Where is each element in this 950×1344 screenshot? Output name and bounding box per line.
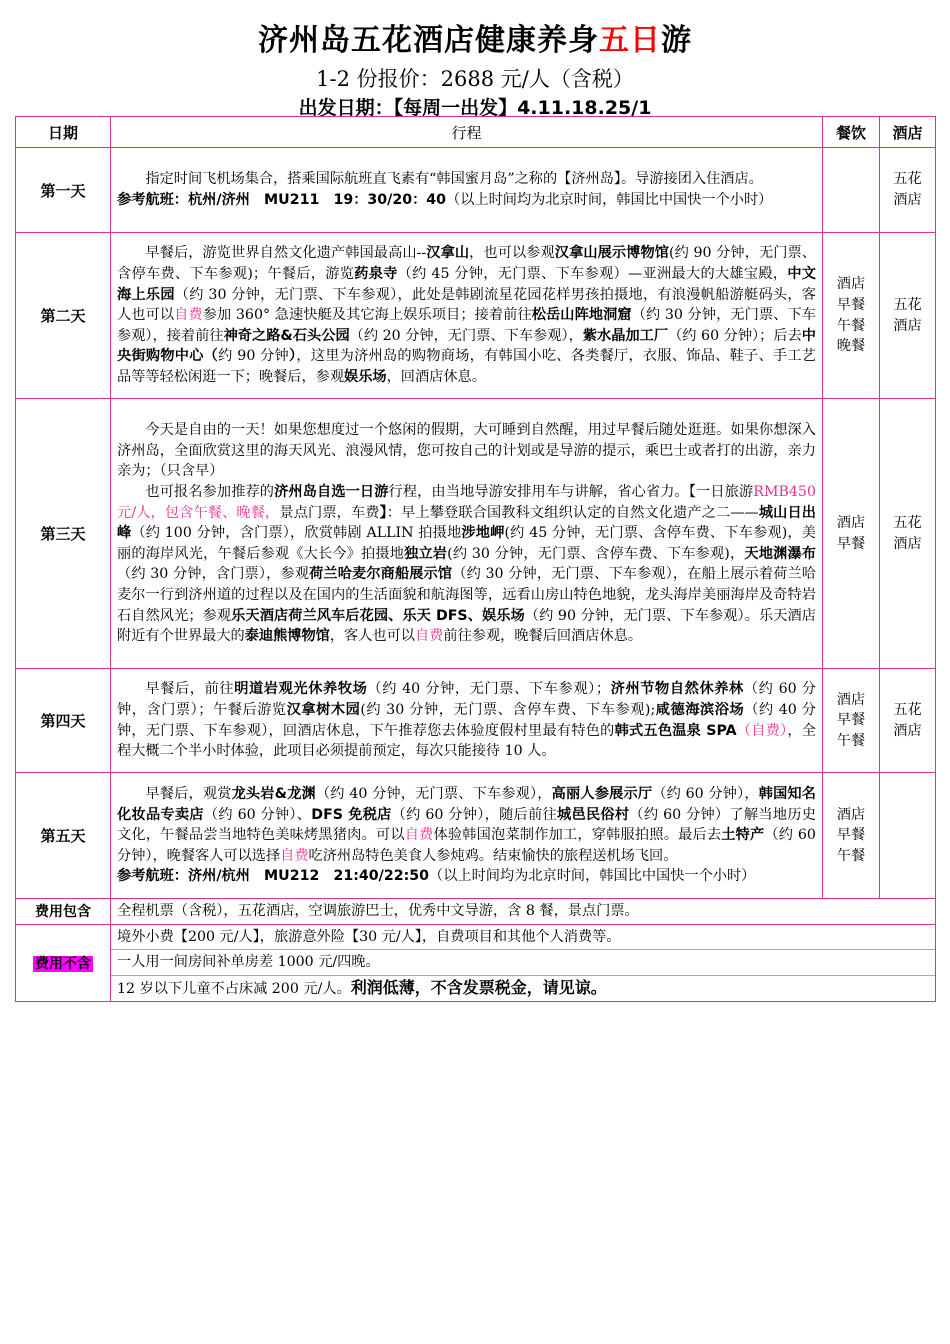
fees-excluded-row (16, 924, 936, 1002)
day-content (111, 148, 823, 233)
day2-paragraph: 早餐后，游览世界自然文化遗产韩国最高山--汉拿山，也可以参观汉拿山展示博物馆(约 90 分钟，无门票、含停车费、下车参观)；午餐后，游览药泉寺（约 45 分钟，无门票、下车参观）—亚洲最大的大雄宝殿，中文海上乐园（约 30 分钟，无门票、下车参观），此处是韩剧流星花园花样男孩拍摄地，有浪漫帆船游艇码头，客人也可以自费参加 360° 急速快艇及其它海上娱乐项目；接着前往松岳山阵地洞窟（约 30 分钟，无门票、下车参观），接着前往神奇之路&石头公园（约 20 分钟，无门票、下车参观），紫水晶加工厂（约 60 分钟）；后去中央街购物中心（约 90 分钟），这里为济州岛的购物商场，有韩国小吃、各类餐厅，衣服、饰品、鞋子、手工艺品等等轻松闲逛一下；晚餐后，参观娱乐场，回酒店休息。 (117, 245, 816, 385)
page-title (0, 18, 950, 64)
page-header (0, 18, 950, 122)
meal-cell: 酒店 早餐 午餐 晚餐 (823, 233, 880, 399)
departure-date-line: 出发日期：【每周一出发】4.11.18.25/1 (298, 97, 652, 119)
fees-included-label: 费用包含 (16, 899, 111, 925)
meal-cell: 酒店 早餐 午餐 (823, 773, 880, 899)
meal-cell: 酒店 早餐 (823, 399, 880, 669)
itinerary-table (15, 116, 936, 1002)
day-label: 第五天 (16, 773, 111, 899)
fees-included-text: 全程机票（含税），五花酒店，空调旅游巴士，优秀中文导游，含 8 餐，景点门票。 (111, 899, 936, 925)
day3-paragraph-2: 也可报名参加推荐的济州岛自选一日游行程，由当地导游安排用车与讲解，省心省力。【一日旅游RMB450 元/人，包含午餐、晚餐，景点门票，车费】：早上攀登联合国教科文组织认定的自然文化遗产之二——城山日出峰（约 100 分钟，含门票），欣赏韩剧 ALLIN 拍摄地涉地岬(约 45 分钟，无门票、含停车费、下车参观)，美丽的海岸风光，午餐后参观《大长今》拍摄地独立岩(约 30 分钟，无门票、含停车费、下车参观)，天地渊瀑布（约 30 分钟，含门票），参观荷兰哈麦尔商船展示馆（约 30 分钟，无门票、下车参观），在船上展示着荷兰哈麦尔一行到济州道的过程以及在国内的生活面貌和航海图等，远看山房山特色地貌，龙头海岸美丽海岸及奇特岩石自然风光；参观乐天酒店荷兰风车后花园、乐天 DFS、娱乐场（约 90 分钟，无门票、下车参观）。乐天酒店附近有个世界最大的泰迪熊博物馆，客人也可以自费前往参观，晚餐后回酒店休息。 (117, 484, 816, 645)
fees-excluded-content (111, 924, 936, 1002)
hotel-cell: 五花 酒店 (880, 669, 936, 773)
hotel-cell: 五花 酒店 (880, 148, 936, 233)
col-date-header: 日期 (16, 117, 111, 148)
day1-flight: 参考航班：杭州/济州 MU211 19：30/20：40（以上时间均为北京时间，韩国比中国快一个小时） (117, 192, 773, 208)
day-label: 第三天 (16, 399, 111, 669)
day-label: 第四天 (16, 669, 111, 773)
day1-paragraph: 指定时间飞机场集合，搭乘国际航班直飞素有“韩国蜜月岛”之称的【济州岛】。导游接团入住酒店。 (145, 171, 763, 188)
hotel-cell: 五花 酒店 (880, 399, 936, 669)
fees-excluded-label: 费用不含 (35, 955, 91, 972)
day5-paragraph: 早餐后，观赏龙头岩&龙渊（约 40 分钟，无门票、下车参观），高丽人参展示厅（约 60 分钟），韩国知名化妆品专卖店（约 60 分钟）、DFS 免税店（约 60 分钟），随后前往城邑民俗村（约 60 分钟）了解当地历史文化，午餐品尝当地特色美味烤黑猪肉。可以自费体验韩国泡菜制作加工，穿韩服拍照。最后去土特产（约 60 分钟），晚餐客人可以选择自费吃济州岛特色美食人参炖鸡。结束愉快的旅程送机场飞回。 (117, 786, 816, 864)
day3-paragraph-1: 今天是自由的一天！如果您想度过一个悠闲的假期，大可睡到自然醒，用过早餐后随处逛逛。如果你想深入济州岛，全面欣赏这里的海天风光、浪漫风情，您可按自己的计划或是导游的提示，乘巴士或者打的出游，亲力亲为；（只含早） (117, 422, 816, 480)
meal-cell (823, 148, 880, 233)
day-content (111, 669, 823, 773)
day-content (111, 233, 823, 399)
col-hotel-header: 酒店 (880, 117, 936, 148)
table-header-row (16, 117, 936, 148)
table-row (16, 399, 936, 669)
meal-cell: 酒店 早餐 午餐 (823, 669, 880, 773)
title-main: 济州岛五花酒店健康养身 (258, 23, 599, 58)
title-highlight: 五日 (599, 23, 661, 58)
fees-included-row (16, 899, 936, 925)
col-route-header: 行程 (111, 117, 823, 148)
day5-flight: 参考航班：济州/杭州 MU212 21:40/22:50（以上时间均为北京时间，韩国比中国快一个小时） (117, 868, 756, 885)
fees-excluded-label-cell (16, 924, 111, 1002)
hotel-cell (880, 773, 936, 899)
table-row (16, 773, 936, 899)
hotel-cell: 五花 酒店 (880, 233, 936, 399)
fees-excluded-line: 一人用一间房间补单房差 1000 元/四晚。 (111, 949, 935, 975)
table-row (16, 148, 936, 233)
table-row (16, 669, 936, 773)
day-content (111, 773, 823, 899)
day-label: 第一天 (16, 148, 111, 233)
fees-excluded-line: 12 岁以下儿童不占床减 200 元/人。利润低薄，不含发票税金，请见谅。 (111, 975, 935, 1002)
table-row (16, 233, 936, 399)
price-line: 1-2 份报价：2688 元/人（含税） (316, 67, 634, 91)
day-label: 第二天 (16, 233, 111, 399)
title-end: 游 (661, 23, 692, 58)
day-content (111, 399, 823, 669)
fees-excluded-line: 境外小费【200 元/人】，旅游意外险【30 元/人】，自费项目和其他个人消费等。 (117, 928, 621, 945)
day4-paragraph: 早餐后，前往明道岩观光休养牧场（约 40 分钟，无门票、下车参观）；济州节物自然休养林（约 60 分钟，含门票）；午餐后游览汉拿树木园(约 30 分钟，无门票、含停车费、下车参观);咸德海滨浴场（约 40 分钟，无门票、下车参观），回酒店休息，下午推荐您去体验度假村里最有特色的韩式五色温泉 SPA（自费），全程大概二个半小时体验，此项目必须提前预定，每次只能接待 10 人。 (117, 681, 816, 760)
col-meal-header: 餐饮 (823, 117, 880, 148)
disclaimer-note: 利润低薄，不含发票税金，请见谅。 (350, 977, 607, 997)
